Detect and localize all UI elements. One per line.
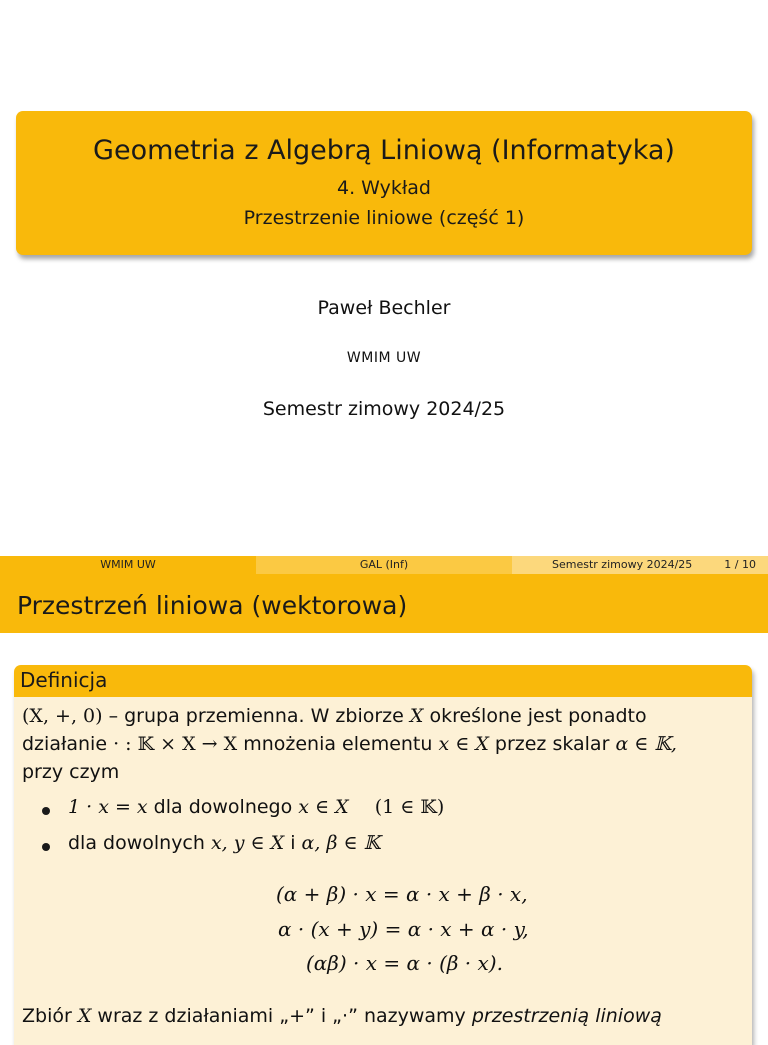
frame-title: Przestrzeń liniowa (wektorowa) — [17, 591, 408, 620]
definition-line-3: przy czym — [22, 761, 120, 783]
author: Paweł Bechler — [317, 297, 451, 319]
text-span: przez skalar — [488, 733, 616, 755]
math-span: x, y ∈ X — [210, 832, 285, 854]
date: Semestr zimowy 2024/25 — [262, 398, 506, 420]
block-title: Definicja — [20, 668, 108, 692]
bullet-icon — [42, 807, 50, 815]
math-span: x ∈ X — [438, 733, 489, 755]
presentation-title: Geometria z Algebrą Liniową (Informatyka) — [93, 135, 675, 166]
equation-2: α · (x + y) = α · x + α · y, — [278, 917, 529, 941]
lecture-topic: Przestrzenie liniowe (część 1) — [243, 207, 525, 229]
text-span: wraz z działaniami „+” i „·” nazywamy — [91, 1005, 472, 1027]
text-span: mnożenia elementu — [237, 733, 439, 755]
footline-institute: WMIM UW — [0, 556, 256, 574]
definition-block — [14, 665, 752, 1045]
math-span: α, β ∈ 𝕂 — [301, 832, 381, 854]
bullet-item-1 — [68, 793, 444, 821]
definition-slide — [0, 574, 768, 1027]
definition-line-2 — [22, 730, 677, 758]
definition-conclusion — [22, 1002, 662, 1030]
text-span: – grupa przemienna. W zbiorze — [102, 705, 410, 727]
footline-right — [512, 556, 768, 574]
group-notation: (X, +, 0) — [22, 705, 103, 727]
text-span: Zbiór — [22, 1005, 78, 1027]
block-title-bar — [14, 665, 752, 697]
definition-line-1 — [22, 702, 647, 730]
equation-3: (αβ) · x = α · (β · x). — [306, 951, 503, 975]
text-span: określone jest ponadto — [423, 705, 647, 727]
text-span: działanie — [22, 733, 114, 755]
frame-title-bar — [0, 574, 768, 633]
math-span: 1 · x = x — [68, 796, 148, 818]
text-span: dla dowolnych — [68, 832, 211, 854]
math-span: X — [77, 1005, 92, 1027]
math-span: x ∈ X — [298, 796, 349, 818]
emphasized-term: przestrzenią liniową — [471, 1005, 662, 1027]
math-span: (1 ∈ 𝕂) — [374, 796, 445, 818]
equation-1: (α + β) · x = α · x + β · x, — [276, 882, 528, 906]
text-span: dla dowolnego — [147, 796, 299, 818]
text-span: i — [284, 832, 302, 854]
institute: WMIM UW — [346, 350, 422, 366]
math-span: α ∈ 𝕂, — [615, 733, 677, 755]
footline — [0, 556, 768, 574]
block-body — [14, 697, 752, 1045]
bullet-item-2 — [68, 829, 380, 857]
page-number: 1 / 10 — [724, 558, 756, 571]
bullet-icon — [42, 843, 50, 851]
math-span: · : 𝕂 × X → X — [113, 733, 238, 755]
math-span: X — [409, 705, 424, 727]
footline-date: Semestr zimowy 2024/25 — [552, 558, 693, 571]
footline-short-title: GAL (Inf) — [256, 556, 512, 574]
lecture-number: 4. Wykład — [337, 177, 431, 199]
